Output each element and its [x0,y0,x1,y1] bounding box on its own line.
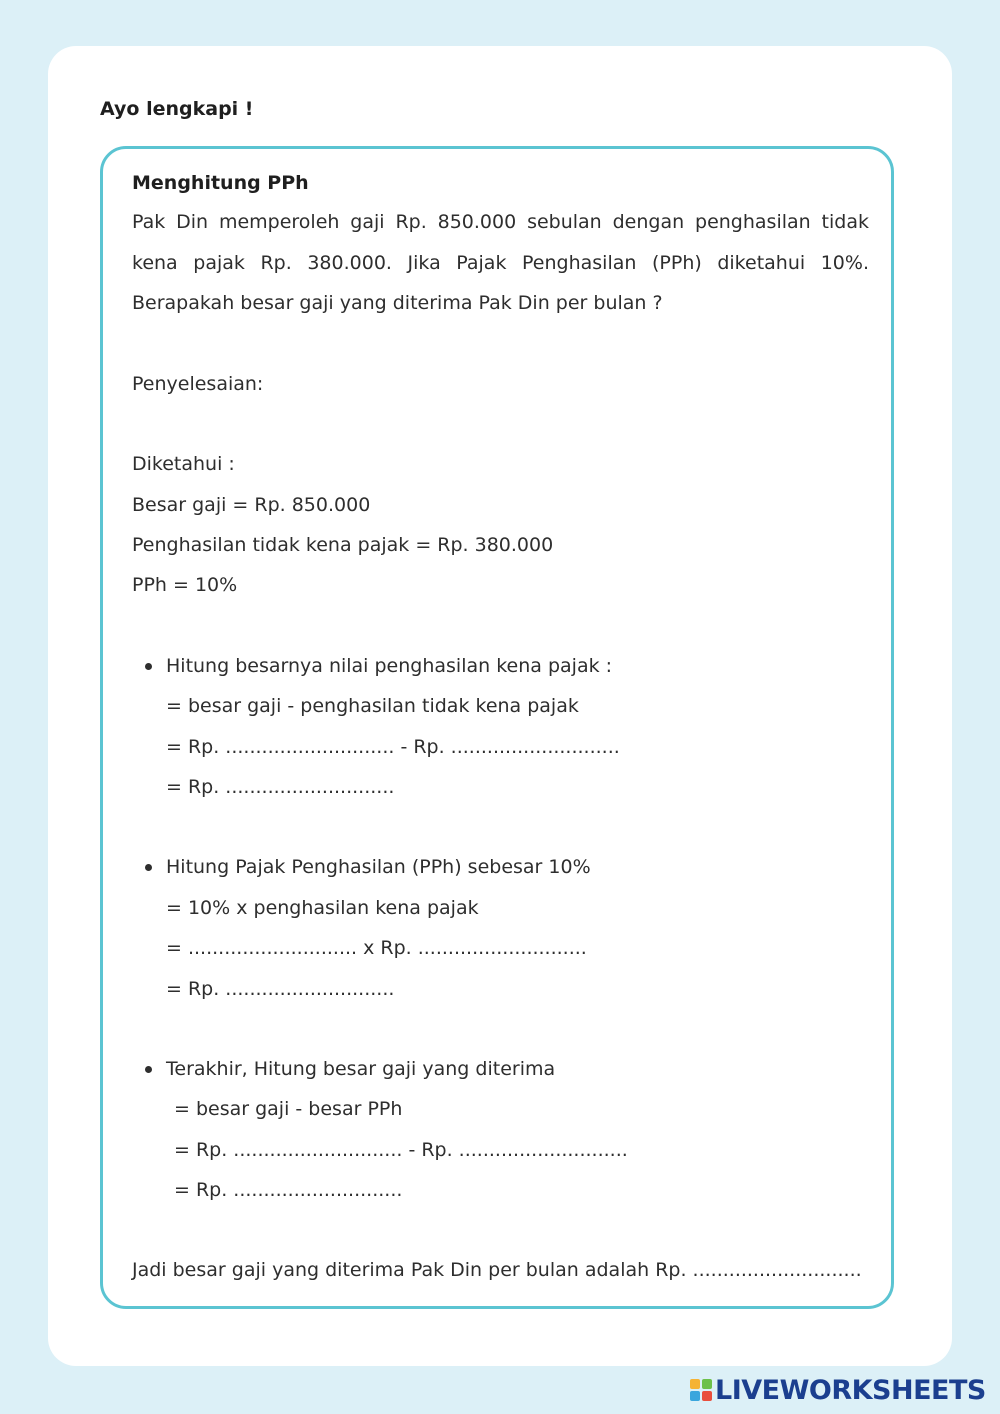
known-non-taxable-income: Penghasilan tidak kena pajak = Rp. 380.000 [132,534,554,556]
logo-square [702,1391,712,1401]
bullet-icon [145,1066,152,1073]
step-3-line-2: = Rp. ............................ - Rp. ............................ [174,1139,628,1161]
problem-title: Menghitung PPh [132,172,309,194]
problem-box [100,146,894,1309]
step-3-line-3: = Rp. ............................ [174,1179,403,1201]
logo-square [702,1379,712,1389]
step-2-heading: Hitung Pajak Penghasilan (PPh) sebesar 10% [166,856,591,878]
brand-name: LIVEWORKSHEETS [715,1374,986,1406]
step-2-line-3: = Rp. ............................ [166,978,395,1000]
step-2-line-2: = ............................ x Rp. ............................ [166,937,587,959]
problem-line-3: Berapakah besar gaji yang diterima Pak Din per bulan ? [132,292,663,314]
liveworksheets-logo [690,1372,986,1408]
known-pph-rate: PPh = 10% [132,574,238,596]
logo-grid-icon [690,1379,712,1401]
logo-square [690,1391,700,1401]
logo-square [690,1379,700,1389]
problem-line-2: kena pajak Rp. 380.000. Jika Pajak Penghasilan (PPh) diketahui 10%. [132,252,869,274]
instruction-heading: Ayo lengkapi ! [100,98,254,120]
step-3-line-1: = besar gaji - besar PPh [174,1098,403,1120]
problem-line-1: Pak Din memperoleh gaji Rp. 850.000 sebulan dengan penghasilan tidak [132,211,869,233]
solution-label: Penyelesaian: [132,373,264,395]
bullet-icon [145,663,152,670]
step-1-line-3: = Rp. ............................ [166,776,395,798]
known-label: Diketahui : [132,453,235,475]
step-2-line-1: = 10% x penghasilan kena pajak [166,897,479,919]
conclusion: Jadi besar gaji yang diterima Pak Din per bulan adalah Rp. ............................ [132,1259,862,1281]
step-1-heading: Hitung besarnya nilai penghasilan kena pajak : [166,655,613,677]
bullet-icon [145,864,152,871]
known-salary: Besar gaji = Rp. 850.000 [132,494,371,516]
step-3-heading: Terakhir, Hitung besar gaji yang diterima [166,1058,556,1080]
step-1-line-2: = Rp. ............................ - Rp. ............................ [166,736,620,758]
step-1-line-1: = besar gaji - penghasilan tidak kena pajak [166,695,579,717]
